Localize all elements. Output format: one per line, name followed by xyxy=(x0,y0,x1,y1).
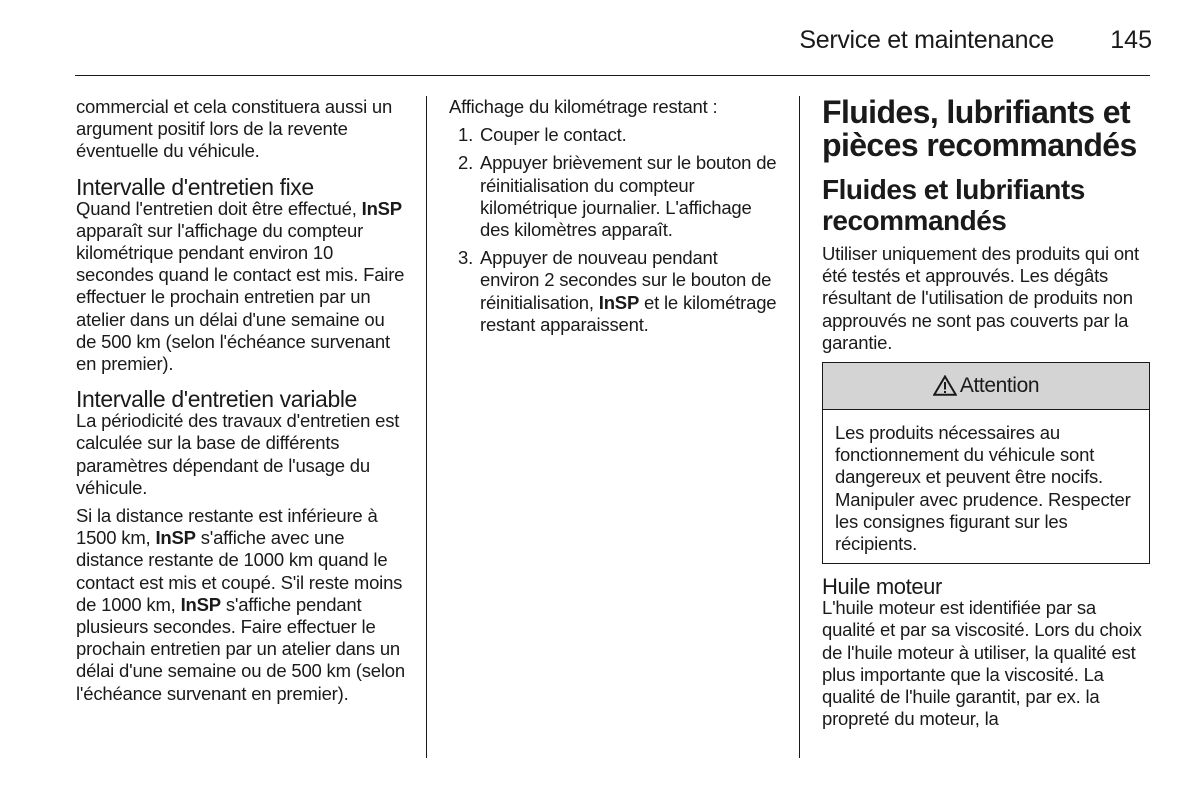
attention-box xyxy=(822,362,1150,564)
fixed-interval-heading: Intervalle d'entretien fixe xyxy=(76,173,314,200)
list-item xyxy=(449,152,779,241)
attention-label: Attention xyxy=(959,374,1040,398)
text-run: Quand l'entretien doit être effectué, xyxy=(76,197,362,219)
intro-paragraph: commercial et cela constituera aussi un argument positif lors de la revente éventuelle du véhicule. xyxy=(76,96,393,162)
steps-list xyxy=(449,124,779,336)
attention-header xyxy=(823,363,1149,410)
text-run: s'affiche avec une distance restante de 1000 km quand le contact est mis et coupé. S'il reste moins de 1000 km, xyxy=(76,527,403,615)
text-run: apparaît sur l'affichage du compteur kilométrique pendant environ 10 secondes quand le contact est mis. Faire effectuer le prochain entretien par un atelier dans un délai d'une semaine ou de 500 km (selon l'échéance survenant en premier). xyxy=(76,219,405,375)
section-title: Service et maintenance xyxy=(799,26,1054,54)
column-middle xyxy=(449,96,779,342)
header-rule xyxy=(75,75,1150,76)
insp-indicator-text: InSP xyxy=(155,527,196,549)
list-item xyxy=(449,247,779,336)
insp-indicator-text: InSP xyxy=(361,197,402,219)
list-item xyxy=(449,124,779,146)
engine-oil-heading: Huile moteur xyxy=(822,574,942,600)
warning-triangle-icon xyxy=(933,375,957,396)
variable-interval-heading: Intervalle d'entretien variable xyxy=(76,386,357,413)
attention-body xyxy=(823,410,1149,563)
chapter-title: Fluides, lubrifiants et pièces recommandés xyxy=(822,94,1137,163)
insp-indicator-text: InSP xyxy=(598,291,640,313)
step-text: Couper le contact. xyxy=(480,124,627,146)
step-number: 3. xyxy=(458,247,474,269)
attention-text: Les produits nécessaires au fonctionnement du véhicule sont dangereux et peuvent être nocifs. Manipuler avec prudence. Respecter les consignes figurant sur les récipients. xyxy=(835,422,1131,555)
step-text: et le kilométrage restant apparaissent. xyxy=(480,291,777,335)
column-right xyxy=(822,96,1150,730)
engine-oil-paragraph: L'huile moteur est identifiée par sa qualité et par sa viscosité. Lors du choix de l'huile moteur à utiliser, la qualité est plus importante que la viscosité. La qualité de l'huile garantit, par ex. la propreté du moteur, la xyxy=(822,597,1142,730)
remaining-distance-intro: Affichage du kilométrage restant : xyxy=(449,96,718,117)
section-subtitle: Fluides et lubrifiants recommandés xyxy=(822,174,1085,236)
column-left xyxy=(76,96,406,705)
step-number: 2. xyxy=(458,152,474,174)
text-run: Si la distance restante est inférieure à 1500 km, xyxy=(76,505,378,549)
fixed-interval-paragraph xyxy=(76,198,406,376)
step-text: Appuyer brièvement sur le bouton de réinitialisation du compteur kilométrique journalier. L'affichage des kilomètres apparaît. xyxy=(480,152,777,241)
insp-indicator-text: InSP xyxy=(180,593,221,615)
column-divider-1 xyxy=(426,96,427,758)
step-text: Appuyer de nouveau pendant environ 2 secondes sur le bouton de réinitialisation, xyxy=(480,247,772,313)
fluids-intro-paragraph: Utiliser uniquement des produits qui ont été testés et approuvés. Les dégâts résultant de l'utilisation de produits non approuvés ne sont pas couverts par la garantie. xyxy=(822,243,1139,353)
column-divider-2 xyxy=(799,96,800,758)
text-run: s'affiche pendant plusieurs secondes. Faire effectuer le prochain entretien par un atelier dans un délai d'une semaine ou de 500 km (selon l'échéance survenant en premier). xyxy=(76,593,405,704)
variable-interval-paragraph-1: La périodicité des travaux d'entretien est calculée sur la base de différents paramètres dépendant de l'usage du véhicule. xyxy=(76,410,400,498)
page-number: 145 xyxy=(1110,26,1152,54)
step-number: 1. xyxy=(458,124,474,146)
variable-interval-paragraph-2 xyxy=(76,505,406,705)
